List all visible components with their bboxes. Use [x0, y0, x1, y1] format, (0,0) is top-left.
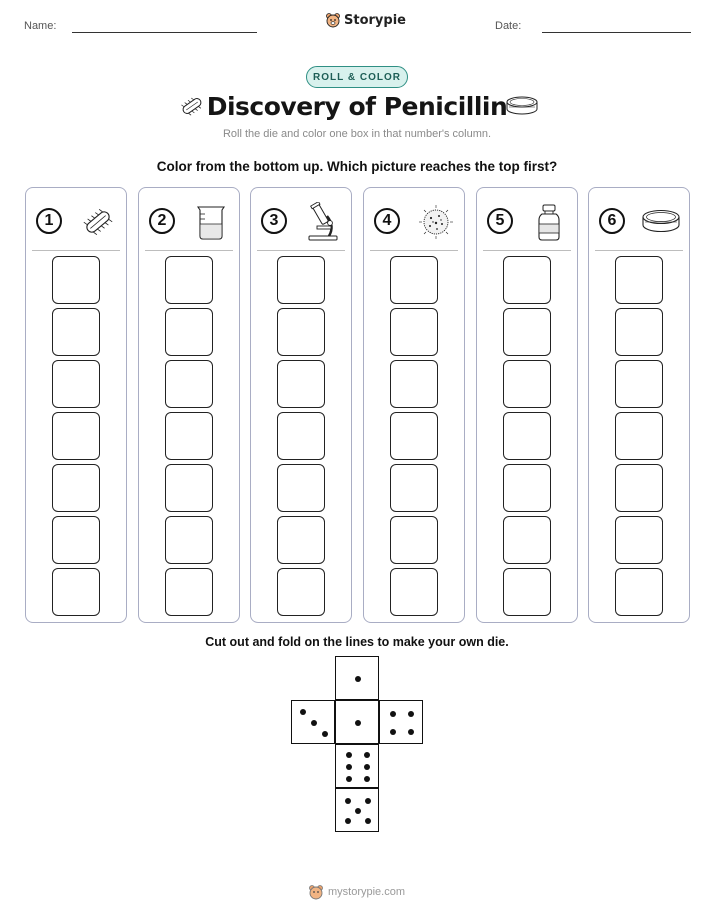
- die-pip: [345, 818, 351, 824]
- die-pip: [364, 776, 370, 782]
- column-divider: [370, 250, 458, 251]
- roll-column-3: [250, 187, 352, 623]
- die-pip: [346, 752, 352, 758]
- footer: [308, 884, 405, 900]
- color-box[interactable]: [52, 464, 100, 512]
- vial-icon: [529, 202, 569, 242]
- storypie-mascot-icon: [308, 884, 324, 900]
- color-box[interactable]: [277, 360, 325, 408]
- column-divider: [145, 250, 233, 251]
- die-face-1[interactable]: [335, 656, 379, 700]
- storypie-mascot-icon: [325, 12, 341, 28]
- color-box[interactable]: [615, 412, 663, 460]
- column-header: [251, 202, 351, 242]
- column-header: [477, 202, 577, 242]
- die-pip: [365, 818, 371, 824]
- color-box[interactable]: [390, 412, 438, 460]
- die-pip: [390, 711, 396, 717]
- die-pip: [311, 720, 317, 726]
- roll-column-5: [476, 187, 578, 623]
- column-header: [139, 202, 239, 242]
- color-box[interactable]: [615, 360, 663, 408]
- name-line[interactable]: [72, 32, 257, 33]
- footer-url[interactable]: mystorypie.com: [328, 886, 406, 898]
- color-box[interactable]: [165, 568, 213, 616]
- color-box[interactable]: [52, 308, 100, 356]
- color-box[interactable]: [165, 412, 213, 460]
- color-box[interactable]: [52, 412, 100, 460]
- color-box[interactable]: [277, 308, 325, 356]
- roll-color-badge: ROLL & COLOR: [306, 66, 408, 88]
- column-divider: [595, 250, 683, 251]
- brand-logo: [325, 12, 406, 28]
- column-header: [364, 202, 464, 242]
- die-pip: [408, 729, 414, 735]
- instruction-text: Color from the bottom up. Which picture reaches the top first?: [156, 159, 558, 174]
- microscope-icon: [303, 202, 343, 242]
- color-box[interactable]: [277, 464, 325, 512]
- roll-column-2: [138, 187, 240, 623]
- die-face-4[interactable]: [379, 700, 423, 744]
- color-box[interactable]: [615, 516, 663, 564]
- color-box[interactable]: [390, 256, 438, 304]
- die-pip: [346, 764, 352, 770]
- column-number: 6: [599, 208, 625, 234]
- column-number: 3: [261, 208, 287, 234]
- die-face-5[interactable]: [335, 788, 379, 832]
- die-pip: [408, 711, 414, 717]
- color-box[interactable]: [503, 464, 551, 512]
- die-pip: [365, 798, 371, 804]
- column-divider: [483, 250, 571, 251]
- page-subtitle: Roll the die and color one box in that number's column.: [222, 128, 492, 140]
- die-pip: [300, 709, 306, 715]
- column-number: 4: [374, 208, 400, 234]
- color-box[interactable]: [615, 256, 663, 304]
- name-label: Name:: [24, 20, 57, 32]
- color-box[interactable]: [277, 568, 325, 616]
- color-box[interactable]: [390, 308, 438, 356]
- die-face-1[interactable]: [335, 700, 379, 744]
- color-box[interactable]: [615, 464, 663, 512]
- column-number: 1: [36, 208, 62, 234]
- roll-column-1: [25, 187, 127, 623]
- color-box[interactable]: [503, 256, 551, 304]
- page-title: Discovery of Penicillin: [206, 92, 508, 121]
- die-pip: [345, 798, 351, 804]
- die-pip: [355, 676, 361, 682]
- column-divider: [257, 250, 345, 251]
- die-face-6[interactable]: [335, 744, 379, 788]
- color-box[interactable]: [277, 412, 325, 460]
- color-box[interactable]: [503, 308, 551, 356]
- column-number: 2: [149, 208, 175, 234]
- color-box[interactable]: [503, 516, 551, 564]
- die-pip: [355, 720, 361, 726]
- color-box[interactable]: [503, 412, 551, 460]
- color-box[interactable]: [277, 256, 325, 304]
- color-box[interactable]: [390, 360, 438, 408]
- die-pip: [346, 776, 352, 782]
- date-line[interactable]: [542, 32, 691, 33]
- die-face-3[interactable]: [291, 700, 335, 744]
- date-label: Date:: [495, 20, 522, 32]
- brand-name: Storypie: [344, 12, 406, 28]
- color-box[interactable]: [390, 516, 438, 564]
- die-pip: [322, 731, 328, 737]
- color-box[interactable]: [615, 568, 663, 616]
- column-number: 5: [487, 208, 513, 234]
- roll-column-4: [363, 187, 465, 623]
- color-box[interactable]: [390, 568, 438, 616]
- column-header: [26, 202, 126, 242]
- color-box[interactable]: [165, 256, 213, 304]
- bacteria-icon: [78, 202, 118, 242]
- color-box[interactable]: [52, 568, 100, 616]
- color-box[interactable]: [52, 516, 100, 564]
- color-box[interactable]: [503, 360, 551, 408]
- color-box[interactable]: [165, 516, 213, 564]
- column-divider: [32, 250, 120, 251]
- die-pip: [390, 729, 396, 735]
- color-box[interactable]: [503, 568, 551, 616]
- die-pip: [364, 764, 370, 770]
- die-pip: [364, 752, 370, 758]
- color-box[interactable]: [165, 308, 213, 356]
- color-box[interactable]: [390, 464, 438, 512]
- beaker-icon: [191, 202, 231, 242]
- color-box[interactable]: [165, 360, 213, 408]
- color-box[interactable]: [52, 360, 100, 408]
- color-box[interactable]: [165, 464, 213, 512]
- die-pip: [355, 808, 361, 814]
- color-box[interactable]: [277, 516, 325, 564]
- petri-dish-title-icon: [505, 94, 539, 118]
- petri-dish-icon: [641, 202, 681, 242]
- color-box[interactable]: [615, 308, 663, 356]
- cut-instruction: Cut out and fold on the lines to make your own die.: [205, 635, 509, 649]
- column-header: [589, 202, 689, 242]
- roll-column-6: [588, 187, 690, 623]
- mold-spore-icon: [416, 202, 456, 242]
- color-box[interactable]: [52, 256, 100, 304]
